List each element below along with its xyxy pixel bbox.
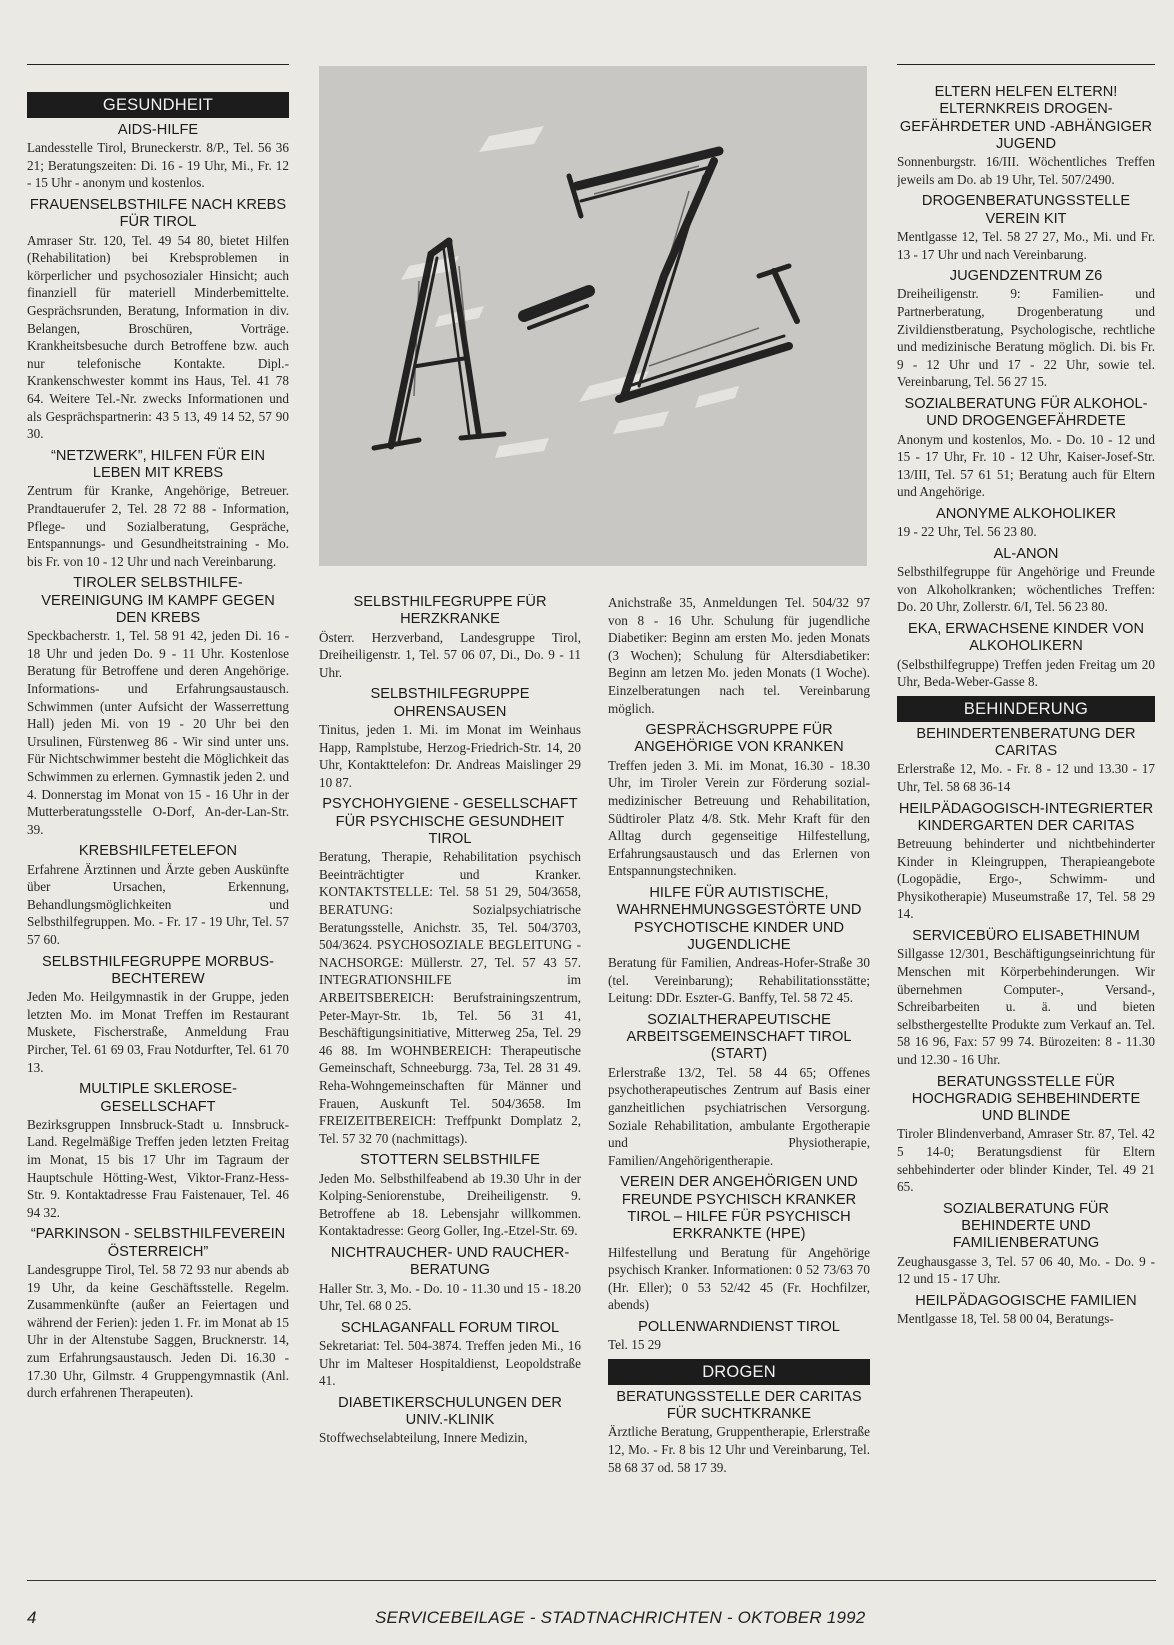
directory-entry (897, 801, 1155, 924)
entry-body: Landesstelle Tirol, Bruneckerstr. 8/P., Tel. 56 36 21; Beratungszeiten: Di. 16 - 19 Uhr, Mi., Fr. 12 - 15 Uhr - anonym und kostenlos. (27, 140, 289, 191)
entry-title: DROGENBERATUNGSSTELLE VEREIN KIT (921, 193, 1131, 227)
entry-title: EKA, ERWACHSENE KINDER VON ALKOHOLIKERN (908, 620, 1144, 655)
entry-body: (Selbsthilfegruppe) Treffen jeden Freitag um 20 Uhr, Beda-Weber-Gasse 8. (897, 656, 1155, 690)
entry-title: BEHINDERTENBERATUNG DER CARITAS (916, 725, 1136, 760)
directory-entry (608, 1319, 870, 1354)
entry-body: Hilfestellung und Beratung für Angehörige psychisch Kranker. Informationen: 0 52 73/63 70 (Hr. Eller); 0 53 52/42 45 (Fr. Hochfilzer, abends) (608, 1244, 870, 1313)
entry-body: Zeughausgasse 3, Tel. 57 06 40, Mo. - Do. 9 - 12 und 15 - 17 Uhr. (897, 1253, 1155, 1287)
directory-entry (27, 197, 289, 443)
entry-body: Jeden Mo. Heilgymnastik in der Gruppe, jeden letzten Mo. im Monat Treffen im Restaurant Muskete, Fischerstraße, Anmeldung Frau Pircher, Tel. 61 69 03, Frau Notdurfter, Tel. 61 70 13. (27, 989, 289, 1075)
entry-body: Sillgasse 12/301, Beschäftigungseinrichtung für Menschen mit Körperbehinderungen. Wir übernehmen Computer-, Versand-, Schreibarbeiten u. ä. und bieten selbsthergestellte Produkte zum Verkauf an. Tel. 58 16 96, Fax: 57 99 74. Bürozeiten: 8 - 11.30 und 12.30 - 16 Uhr. (897, 946, 1155, 1067)
entry-title: HILFE FÜR AUTISTISCHE, WAHRNEHMUNGSGESTÖRTE UND PSYCHOTISCHE KINDER UND JUGENDLICHE (616, 884, 862, 953)
entry-title: “PARKINSON - SELBSTHILFEVEREIN ÖSTERREICH” (30, 1226, 286, 1260)
directory-entry (897, 84, 1155, 188)
entry-body: Sonnenburgstr. 16/III. Wöchentliches Treffen jeweils am Do. ab 19 Uhr, Tel. 507/2490. (897, 154, 1155, 187)
top-rule-right (897, 64, 1155, 65)
directory-entry (897, 268, 1155, 391)
entry-title: GESPRÄCHSGRUPPE FÜR ANGEHÖRIGE VON KRANKEN (634, 722, 844, 756)
directory-entry (897, 1201, 1155, 1288)
column-2 (319, 594, 581, 1558)
entry-body: Ärztliche Beratung, Gruppentherapie, Erlerstraße 12, Mo. - Fr. 8 bis 12 Uhr und Vereinbarung, Tel. 58 68 37 od. 58 17 39. (608, 1424, 870, 1475)
directory-entry (27, 1081, 289, 1221)
entry-title: SOZIALBERATUNG FÜR ALKOHOL- UND DROGENGEFÄHRDETE (904, 396, 1148, 430)
entry-body: Haller Str. 3, Mo. - Do. 10 - 11.30 und 15 - 18.20 Uhr, Tel. 68 0 25. (319, 1280, 581, 1314)
entry-body: Speckbacherstr. 1, Tel. 58 91 42, jeden Di. 16 - 18 Uhr und jeden Do. 9 - 11 Uhr. Kostenlose Beratung für Betroffene und deren Angehörige. Informations- und Erfahrungsaustausch. Schwimmen (unter Aufsicht der Wasserrettung Hall) jeden Mi. von 19 - 20 Uhr bei den Ursulinen, Fürstenweg 86 - Wir sind unter uns. Für Nichtschwimmer besteht die Möglichkeit das Schwimmen zu erlernen. Gymnastik jeden 2. und 4. Donnerstag im Monat von 15 - 16 Uhr in der Mutterberatungsstelle O-Dorf, An-der-Lan-Str. 39. (27, 628, 289, 837)
directory-entry (27, 843, 289, 948)
az-brush-art (319, 66, 867, 566)
entry-title: SERVICEBÜRO ELISABETHINUM (912, 928, 1140, 945)
directory-entry (27, 575, 289, 838)
directory-entry (608, 885, 870, 1007)
entry-title: BERATUNGSSTELLE DER CARITAS FÜR SUCHTKRANKE (616, 1388, 862, 1423)
entry-title: KREBSHILFETELEFON (78, 843, 238, 860)
entry-title: MULTIPLE SKLEROSE-GESELLSCHAFT (79, 1081, 237, 1115)
entry-title: FRAUENSELBSTHILFE NACH KREBS FÜR TIROL (29, 197, 287, 231)
directory-entry (608, 1389, 870, 1476)
entry-title: HEILPÄDAGOGISCHE FAMILIEN (915, 1292, 1137, 1309)
directory-entry (27, 122, 289, 192)
top-rule-left (27, 64, 289, 65)
entry-title: SELBSTHILFEGRUPPE FÜR HERZKRANKE (353, 594, 547, 628)
directory-entry (319, 594, 581, 681)
entry-body: Dreiheiligenstr. 9: Familien- und Partnerberatung, Drogenberatung und Zivildienstberatung, Psychologische, rechtliche und medizinische Beratung möglich. Di. bis Fr. 9 - 12 Uhr und 17 - 22 Uhr, sowie tel. Vereinbarung, Tel. 56 27 15. (897, 286, 1155, 390)
entry-body: Betreuung behinderter und nichtbehinderter Kinder in Kleingruppen, Therapieangebote (Logopädie, Ergo-, Schwimm- und Physikotherapie) Museumstraße 17, Tel. 58 29 14. (897, 836, 1155, 922)
entry-body: Stoffwechselabteilung, Innere Medizin, (319, 1430, 528, 1446)
entry-title: SCHLAGANFALL FORUM TIROL (340, 1319, 560, 1336)
entry-title: STOTTERN SELBSTHILFE (360, 1152, 540, 1169)
directory-entry (897, 546, 1155, 616)
entry-title: AIDS-HILFE (117, 122, 199, 138)
column-4 (897, 84, 1155, 1558)
entry-title: SELBSTHILFEGRUPPE MORBUS-BECHTEREW (42, 953, 274, 987)
page-number: 4 (27, 1608, 37, 1627)
entry-body: Mentlgasse 18, Tel. 58 00 04, Beratungs- (897, 1311, 1114, 1327)
directory-entry (897, 506, 1155, 541)
column-1 (27, 88, 289, 1558)
footer-title: SERVICEBEILAGE - STADTNACHRICHTEN - OKTOBER 1992 (375, 1608, 866, 1627)
directory-entry (27, 1226, 289, 1401)
entry-body: Beratung, Therapie, Rehabilitation psychisch Beeinträchtigter und Kranker. KONTAKTSTELLE: Tel. 58 51 29, 504/3658, BERATUNG: Sozialpsychiatrische Beratungsstelle, Anichstr. 35, Tel. 504/3703, 504/3624. PSYCHOSOZIALE BEGLEITUNG - NACHSORGE: Müllerstr. 27, Tel. 57 43 57. INTEGRATIONSHILFE im ARBEITSBEREICH: Berufstrainingszentrum, Peter-Mayr-Str. 1b, Tel. 56 31 41, Beschäftigungsinitiative, Mitterweg 25a, Tel. 29 46 88. Im WOHNBEREICH: Therapeutische Gemeinschaft, Schneeburgg. 73a, Tel. 28 31 49. Reha-Wohngemeinschaften für Männer und Frauen, Auskunft Tel. 504/3658. Im FREIZEITBEREICH: Treffpunkt Domplatz 2, Tel. 57 32 70 (nachmittags). (319, 849, 581, 1146)
entry-title: TIROLER SELBSTHILFE-VEREINIGUNG IM KAMPF GEGEN DEN KREBS (41, 575, 275, 626)
entry-title: SELBSTHILFEGRUPPE OHRENSAUSEN (370, 686, 530, 720)
entry-title: ANONYME ALKOHOLIKER (935, 505, 1117, 522)
section-heading: DROGEN (608, 1359, 870, 1385)
directory-entry (319, 1152, 581, 1240)
directory-entry (897, 396, 1155, 501)
entry-title: NICHTRAUCHER- UND RAUCHER-BERATUNG (330, 1245, 570, 1279)
entry-body: Anonym und kostenlos, Mo. - Do. 10 - 12 und 15 - 17 Uhr, Fr. 10 - 12 Uhr, Kaiser-Josef-Str. 13/III, Tel. 57 61 51; Beratung auch für Eltern und Angehörige. (897, 431, 1155, 500)
entry-body: Österr. Herzverband, Landesgruppe Tirol, Dreiheiligenstr. 1, Tel. 57 06 07, Di., Do. 9 - 11 Uhr. (319, 629, 581, 680)
entry-title: SOZIALTHERAPEUTISCHE ARBEITSGEMEINSCHAFT TIROL (START) (626, 1011, 852, 1063)
directory-entry (897, 193, 1155, 263)
entry-title: AL-ANON (993, 545, 1059, 562)
directory-entry (319, 1245, 581, 1315)
directory-entry (319, 686, 581, 791)
entry-title: SOZIALBERATUNG FÜR BEHINDERTE UND FAMILIENBERATUNG (943, 1200, 1109, 1252)
directory-entry (608, 1174, 870, 1314)
entry-body: Tinitus, jeden 1. Mi. im Monat im Weinhaus Happ, Ramplstube, Herzog-Friedrich-Str. 14, 20 Uhr, Kontakttelefon: Dr. Andreas Maislinger 29 10 87. (319, 721, 581, 790)
directory-entry (319, 1395, 581, 1447)
entry-body: Tel. 15 29 (608, 1337, 661, 1353)
entry-body: Tiroler Blindenverband, Amraser Str. 87, Tel. 42 5 14-0; Beratungsdienst für Eltern sehbehinderter oder blinder Kinder, Tel. 49 21 65. (897, 1126, 1155, 1195)
entry-body: Zentrum für Kranke, Angehörige, Betreuer. Prandtauerufer 2, Tel. 28 72 88 - Information, Pflege- und Sozialberatung, Gespräche, Entspannungs- und Gesundheitstraining - Mo. bis Fr. von 10 - 12 Uhr und nach Vereinbarung. (27, 483, 289, 569)
directory-entry (897, 726, 1155, 796)
entry-body: Erlerstraße 12, Mo. - Fr. 8 - 12 und 13.30 - 17 Uhr, Tel. 58 68 36-14 (897, 761, 1155, 794)
entry-body: Amraser Str. 120, Tel. 49 54 80, bietet Hilfen (Rehabilitation) bei Krebsproblemen in körperlicher und psychosozialer Hinsicht; auch finanziell für materiell Minderbemittelte. Gesprächsrunden, Beratung, Information in div. Belangen, Broschüren, Vorträge. Krankheitsbesuche durch Betroffene bzw. auch nur telefonische Kontakte. Dipl.-Krankenschwester kommt ins Haus, Tel. 41 78 64. Weitere Tel.-Nr. zwecks Informationen und als Gesprächspartnerin: 43 5 13, 49 14 52, 57 90 30. (27, 232, 289, 442)
entry-title: VEREIN DER ANGEHÖRIGEN UND FREUNDE PSYCHISCH KRANKER TIROL – HILFE FÜR PSYCHISCH ERKRANKTE (HPE) (620, 1174, 858, 1243)
entry-title: ELTERN HELFEN ELTERN! ELTERNKREIS DROGEN-GEFÄHRDETER UND -ABHÄNGIGER JUGEND (899, 84, 1153, 152)
bottom-rule (27, 1580, 1156, 1581)
entry-body: Mentlgasse 12, Tel. 58 27 27, Mo., Mi. und Fr. 13 - 17 Uhr und nach Vereinbarung. (897, 228, 1155, 262)
entry-body: Selbsthilfegruppe für Angehörige und Freunde von Alkoholkranken; wöchentliches Treffen: Do. 20 Uhr, Zollerstr. 6/I, Tel. 56 23 80. (897, 564, 1155, 615)
directory-entry (897, 928, 1155, 1068)
entry-body: Treffen jeden 3. Mi. im Monat, 16.30 - 18.30 Uhr, im Tiroler Verein zur Förderung sozial-medizinischer Betreuung und Rehabilitation, Südtiroler Platz 4/8. Stk. Mehr Kraft für den Alltag durch gegenseitige Hilfestellung, Erfahrungsaustausch und das Erlernen von Entspannungstechniken. (608, 757, 870, 879)
entry-body: Bezirksgruppen Innsbruck-Stadt u. Innsbruck-Land. Regelmäßige Treffen jeden letzten Freitag im Monat, 15 bis 17 Uhr im Tagraum der Hauptschule Hötting-West, Viktor-Franz-Hess-Str. 9. Kontaktadresse Frau Faistenauer, Tel. 46 94 32. (27, 1116, 289, 1220)
directory-entry (319, 1320, 581, 1390)
entry-title: JUGENDZENTRUM Z6 (949, 268, 1103, 285)
entry-title: “NETZWERK”, HILFEN FÜR EIN LEBEN MIT KREBS (50, 447, 266, 482)
directory-entry (608, 1012, 870, 1169)
directory-entry (27, 954, 289, 1077)
directory-entry (608, 722, 870, 880)
entry-body-continued: Anichstraße 35, Anmeldungen Tel. 504/32 97 von 8 - 16 Uhr. Schulung für jugendliche Diabetiker: Beginn am ersten Mo. jeden Monats (3 Wochen); Schulung für Altersdiabetiker: Beginn am letzen Mo. jeden Monats (1 Woche). Einzelberatungen nach tel. Vereinbarung möglich. (608, 595, 870, 716)
entry-title: PSYCHOHYGIENE - GESELLSCHAFT FÜR PSYCHISCHE GESUNDHEIT TIROL (322, 796, 578, 847)
entry-title: DIABETIKERSCHULUNGEN DER UNIV.-KLINIK (338, 1394, 562, 1429)
entry-body: 19 - 22 Uhr, Tel. 56 23 80. (897, 524, 1037, 540)
directory-entry (897, 1074, 1155, 1196)
directory-entry (897, 1293, 1155, 1328)
section-heading: GESUNDHEIT (27, 92, 289, 118)
entry-body: Landesgruppe Tirol, Tel. 58 72 93 nur abends ab 19 Uhr, da keine Geschäftsstelle. Regelm. Zusammenkünfte (außer an Feiertagen und während der Ferien): jeden 1. Fr. im Monat ab 15 Uhr in der Altenstube Saggen, Brucknerstr. 14, zum Erfahrungsaustausch. Jeden Di. 16.30 - 17.30 Uhr, Gilmstr. 4 Gruppengymnastik (Anl. durch erfahrenen Therapeuten). (27, 1261, 289, 1401)
entry-title: HEILPÄDAGOGISCH-INTEGRIERTER KINDERGARTEN DER CARITAS (898, 800, 1154, 834)
entry-body: Jeden Mo. Selbsthilfeabend ab 19.30 Uhr in der Kolping-Seniorenstube, Dreiheiligenstr. 9. Betroffene ab 18. Lebensjahr willkommen. Kontaktadresse: Georg Goller, Ing.-Etzel-Str. 69. (319, 1170, 581, 1239)
entry-title: BERATUNGSSTELLE FÜR HOCHGRADIG SEHBEHINDERTE UND BLINDE (911, 1073, 1141, 1125)
entry-body: Erlerstraße 13/2, Tel. 58 44 65; Offenes psychotherapeutisches Zentrum auf Basis einer ganzheitlichen psychiatrischen Versorgung. Soziale Rehabilitation, ambulante Ergotherapie und Physiotherapie, Familien/Angehörigentherapie. (608, 1064, 870, 1168)
entry-title: POLLENWARNDIENST TIROL (638, 1318, 840, 1335)
column-3 (608, 594, 870, 1558)
hero-illustration (319, 66, 867, 566)
directory-entry (319, 796, 581, 1147)
entry-body: Beratung für Familien, Andreas-Hofer-Straße 30 (tel. Vereinbarung); Rehabilitationsstätte; Leitung: DDr. Eszter-G. Banffy, Tel. 58 72 45. (608, 955, 870, 1006)
hero-title: A-Z (469, 268, 487, 279)
entry-body: Erfahrene Ärztinnen und Ärzte geben Auskünfte über Ursachen, Erkennung, Behandlungsmöglichkeiten und Selbsthilfegruppen. Mo. - Fr. 17 - 19 Uhr, Tel. 57 57 60. (27, 861, 289, 948)
directory-entry (27, 448, 289, 571)
entry-body: Sekretariat: Tel. 504-3874. Treffen jeden Mi., 16 Uhr im Malteser Hospitaldienst, Leopoldstraße 41. (319, 1338, 581, 1389)
section-heading: BEHINDERUNG (897, 696, 1155, 722)
directory-entry (897, 621, 1155, 691)
